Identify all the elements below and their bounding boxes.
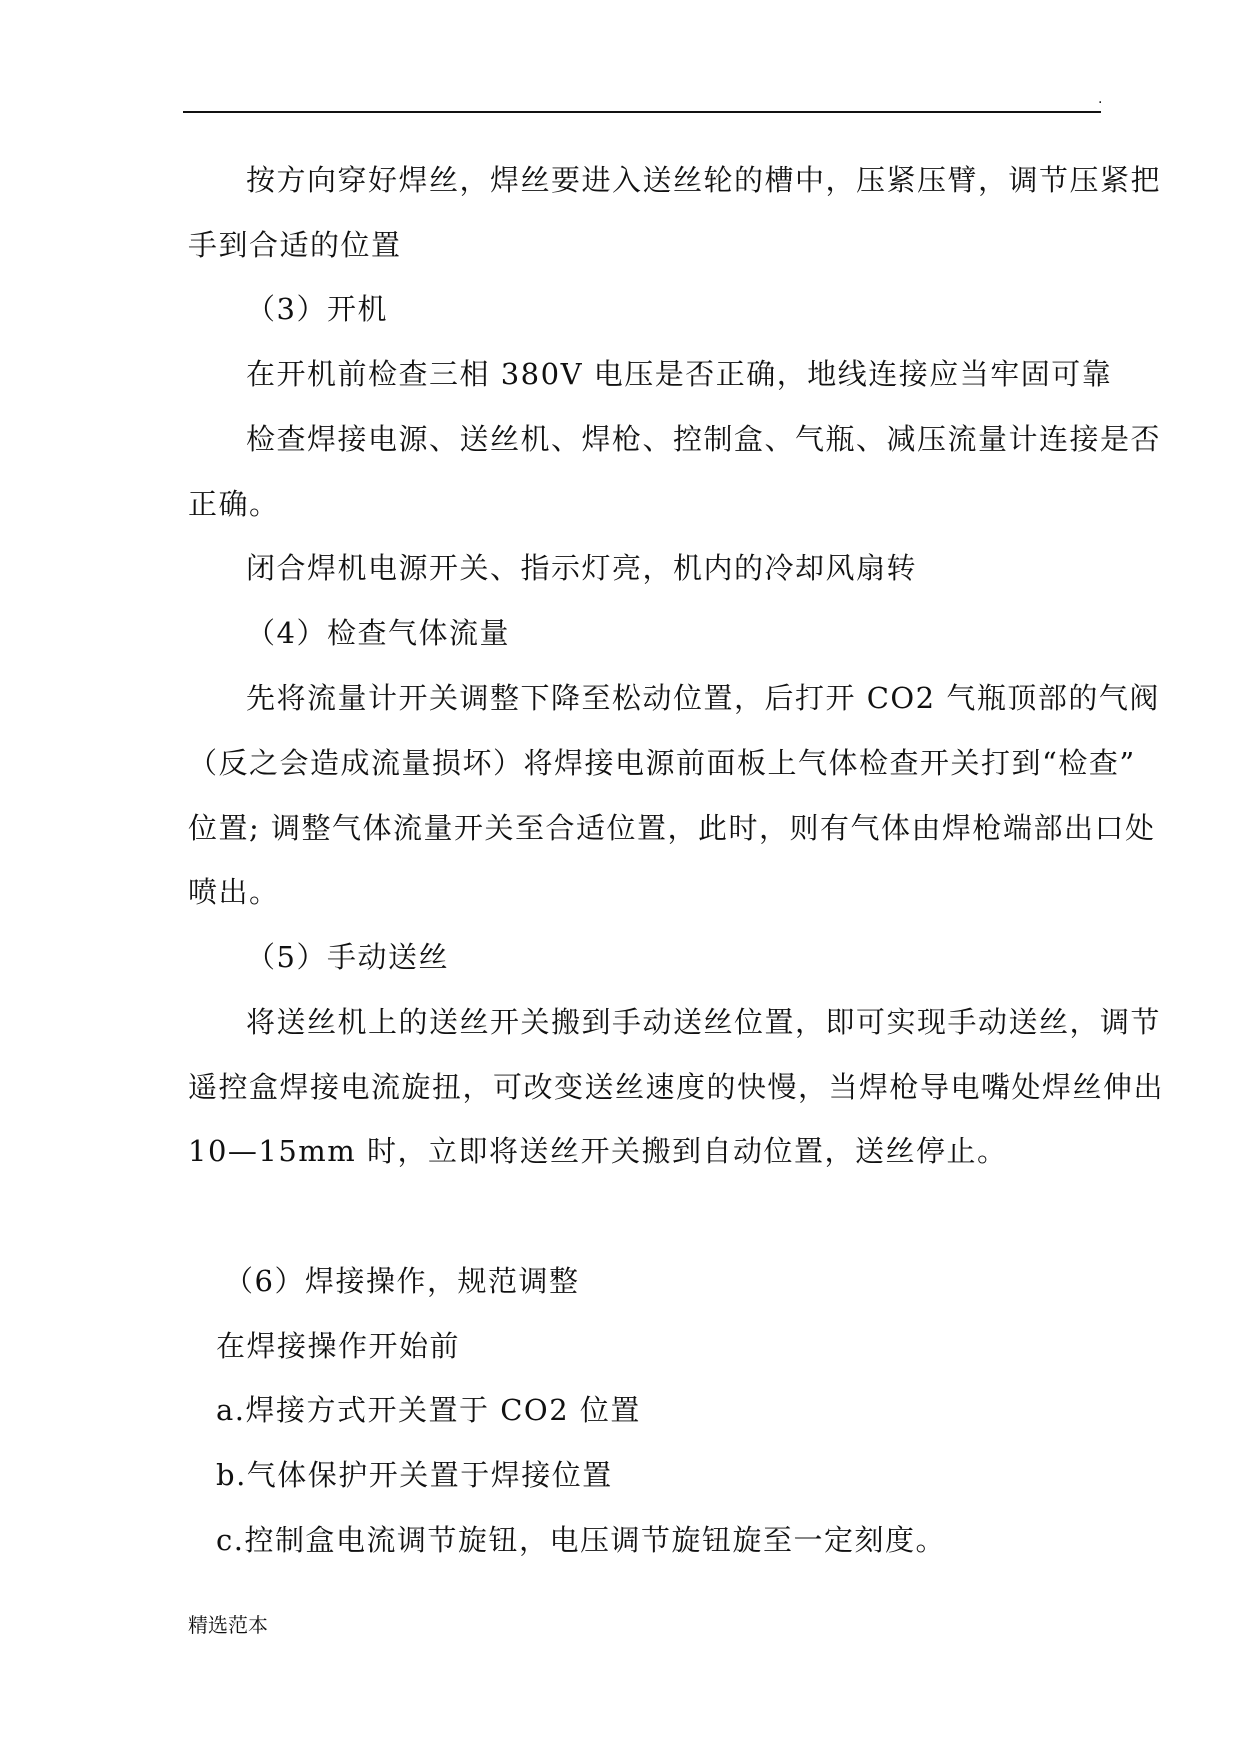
- list-item: c.控制盒电流调节旋钮，电压调节旋钮旋至一定刻度。: [216, 1523, 946, 1557]
- section-heading: （5）手动送丝: [246, 940, 449, 974]
- paragraph-line: 位置; 调整气体流量开关至合适位置，此时，则有气体由焊枪端部出口处: [188, 811, 1156, 845]
- paragraph-line: 按方向穿好焊丝，焊丝要进入送丝轮的槽中，压紧压臂，调节压紧把: [246, 163, 1162, 197]
- section-heading: （3）开机: [246, 292, 388, 326]
- paragraph-line: 在开机前检查三相 380V 电压是否正确，地线连接应当牢固可靠: [246, 357, 1113, 391]
- paragraph-line: 喷出。: [188, 875, 280, 909]
- paragraph-line: 在焊接操作开始前: [216, 1329, 461, 1363]
- list-item: b.气体保护开关置于焊接位置: [216, 1458, 613, 1492]
- section-heading: （4）检查气体流量: [246, 616, 510, 650]
- footer-label: 精选范本: [188, 1613, 268, 1637]
- section-heading: （6）焊接操作，规范调整: [224, 1264, 580, 1298]
- paragraph-line: 将送丝机上的送丝开关搬到手动送丝位置，即可实现手动送丝，调节: [246, 1005, 1162, 1039]
- list-item: a.焊接方式开关置于 CO2 位置: [216, 1393, 641, 1427]
- paragraph-line: 10—15mm 时，立即将送丝开关搬到自动位置，送丝停止。: [188, 1134, 1008, 1168]
- paragraph-line: 遥控盒焊接电流旋扭，可改变送丝速度的快慢，当焊枪导电嘴处焊丝伸出: [188, 1070, 1165, 1104]
- paragraph-line: 正确。: [188, 487, 280, 521]
- paragraph-line: 检查焊接电源、送丝机、焊枪、控制盒、气瓶、减压流量计连接是否: [246, 422, 1162, 456]
- header-mark: .: [1098, 91, 1103, 107]
- paragraph-line: 先将流量计开关调整下降至松动位置，后打开 CO2 气瓶顶部的气阀: [246, 681, 1160, 715]
- paragraph-line: 闭合焊机电源开关、指示灯亮，机内的冷却风扇转: [246, 551, 918, 585]
- paragraph-line: 手到合适的位置: [188, 228, 402, 262]
- paragraph-line: （反之会造成流量损坏）将焊接电源前面板上气体检查开关打到“检查”: [188, 746, 1136, 780]
